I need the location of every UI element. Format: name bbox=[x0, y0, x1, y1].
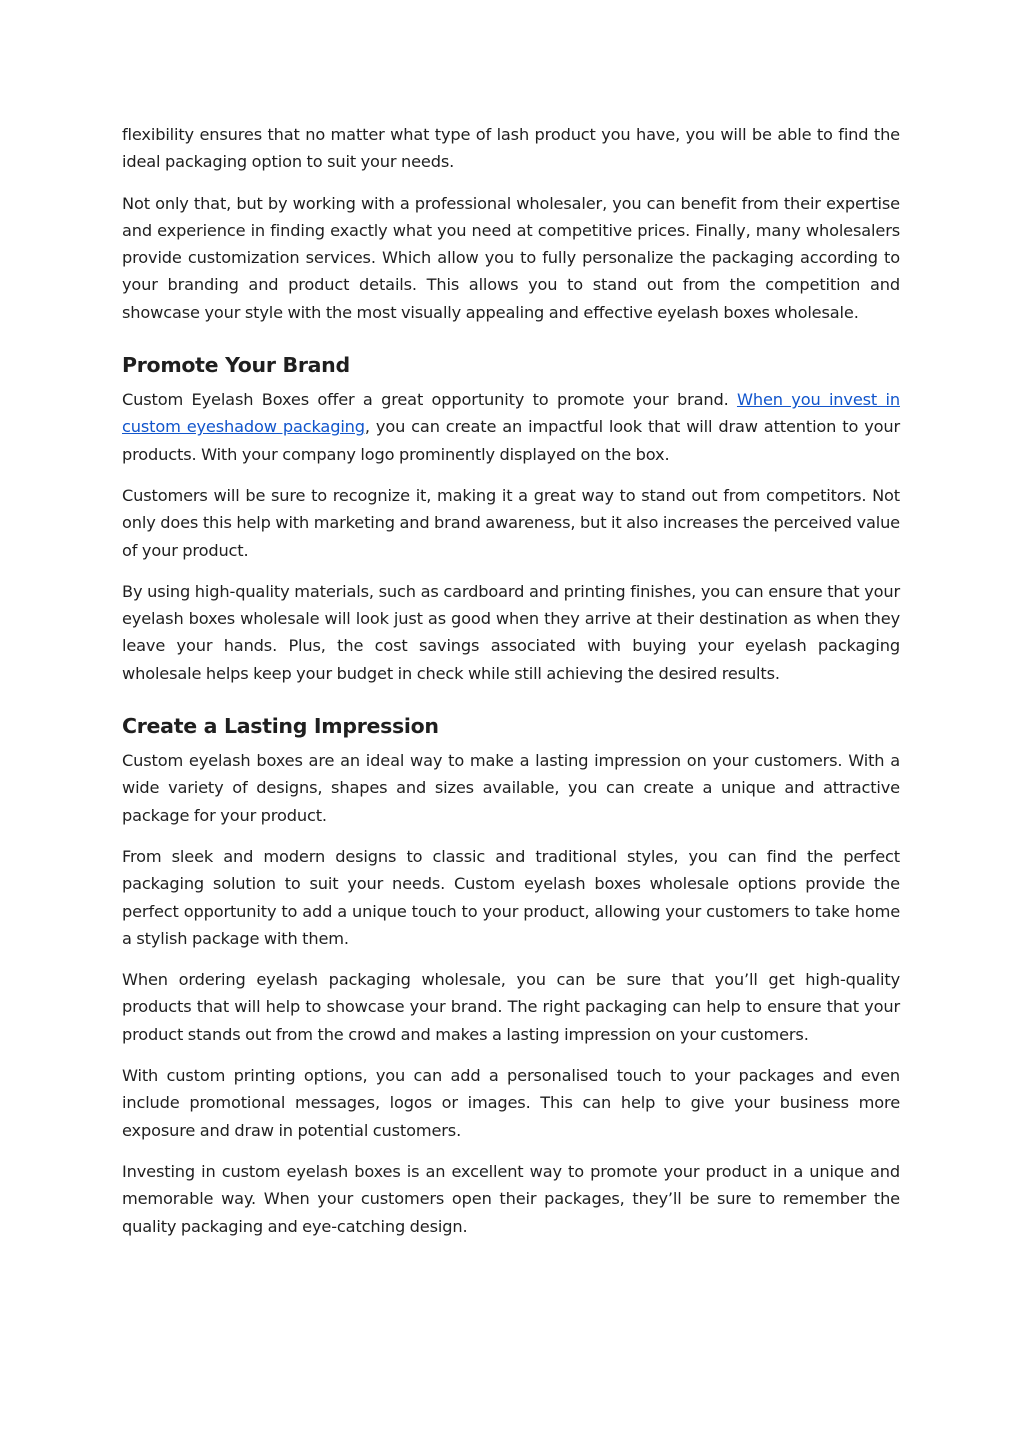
paragraph: Customers will be sure to recognize it, making it a great way to stand out from competitors. Not only does this help with marketing and brand awareness, but it also increases the perceived value of your product. bbox=[122, 485, 900, 560]
section-heading-impression: Create a Lasting Impression bbox=[122, 714, 439, 739]
paragraph: Not only that, but by working with a professional wholesaler, you can benefit from their expertise and experience in finding exactly what you need at competitive prices. Finally, many wholesalers provide customization services. Which allow you to fully personalize the packaging according to your branding and product details. This allows you to stand out from the competition and showcase your style with the most visually appealing and effective eyelash boxes wholesale. bbox=[122, 193, 900, 322]
paragraph: Custom eyelash boxes are an ideal way to make a lasting impression on your customers. With a wide variety of designs, shapes and sizes available, you can create a unique and attractive package for your product. bbox=[122, 751, 900, 825]
document-page bbox=[122, 121, 900, 1254]
paragraph: flexibility ensures that no matter what type of lash product you have, you will be able to find the ideal packaging option to suit your needs. bbox=[122, 125, 900, 172]
paragraph: By using high-quality materials, such as cardboard and printing finishes, you can ensure that your eyelash boxes wholesale will look just as good when they arrive at their destination as when they leave your hands. Plus, the cost savings associated with buying your eyelash packaging wholesale helps keep your budget in check while still achieving the desired results. bbox=[122, 581, 900, 683]
section-heading-promote: Promote Your Brand bbox=[122, 353, 350, 378]
paragraph: From sleek and modern designs to classic and traditional styles, you can find the perfect packaging solution to suit your needs. Custom eyelash boxes wholesale options provide the perfect opportunity to add a unique touch to your product, allowing your customers to take home a stylish package with them. bbox=[122, 846, 900, 948]
paragraph: Investing in custom eyelash boxes is an excellent way to promote your product in a unique and memorable way. When your customers open their packages, they’ll be sure to remember the quality packaging and eye-catching design. bbox=[122, 1161, 900, 1236]
paragraph-with-link bbox=[122, 386, 900, 468]
eyeshadow-packaging-link[interactable]: When you invest in custom eyeshadow packaging bbox=[122, 390, 900, 437]
paragraph: With custom printing options, you can add a personalised touch to your packages and even include promotional messages, logos or images. This can help to give your business more exposure and draw in potential customers. bbox=[122, 1066, 900, 1140]
paragraph-text: Custom Eyelash Boxes offer a great opportunity to promote your brand. bbox=[122, 390, 737, 410]
paragraph: When ordering eyelash packaging wholesale, you can be sure that you’ll get high-quality products that will help to showcase your brand. The right packaging can help to ensure that your product stands out from the crowd and makes a lasting impression on your customers. bbox=[122, 970, 900, 1044]
paragraph-text: , you can create an impactful look that will draw attention to your products. With your company logo prominently displayed on the box. bbox=[122, 417, 900, 464]
